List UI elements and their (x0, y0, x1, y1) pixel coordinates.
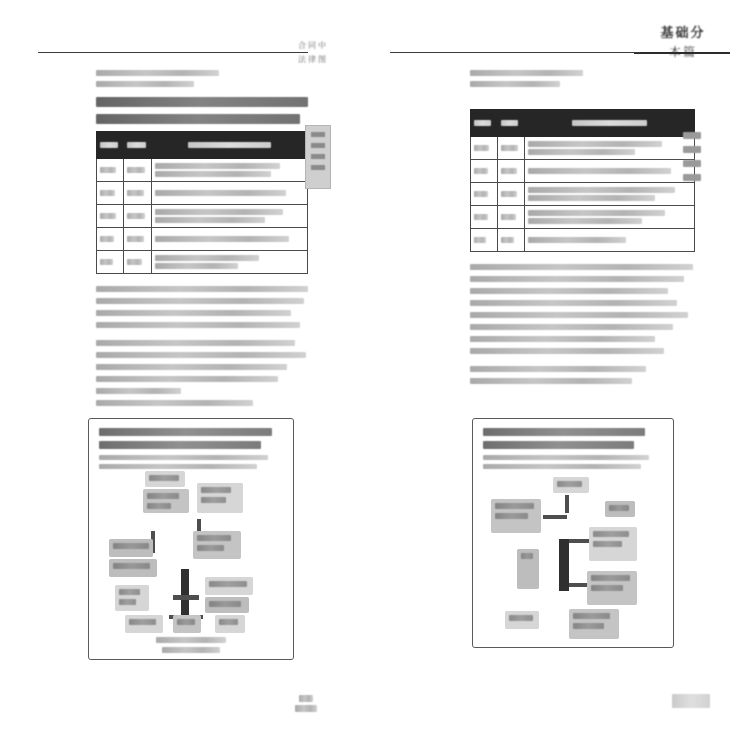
table-cell (524, 183, 694, 206)
table-row (97, 159, 308, 182)
table-header-row (471, 110, 695, 137)
table-col-header-3 (151, 132, 307, 159)
table-cell (124, 205, 151, 228)
diagram-node (197, 483, 243, 513)
table-cell (124, 182, 151, 205)
table-row (471, 160, 695, 183)
table-cell (497, 137, 524, 160)
table-cell (471, 137, 498, 160)
table-row (97, 251, 308, 274)
table-cell (97, 228, 124, 251)
right-source-note (470, 366, 695, 384)
diagram-node (505, 611, 539, 629)
column-rule-left (38, 52, 308, 53)
left-data-table (96, 131, 308, 274)
figure-connector (565, 495, 569, 513)
table-row (97, 205, 308, 228)
table-cell (124, 159, 151, 182)
diagram-node (587, 571, 637, 605)
table-cell (97, 182, 124, 205)
table-cell (524, 137, 694, 160)
table-cell (97, 205, 124, 228)
footer-left (288, 692, 324, 715)
table-cell (151, 205, 307, 228)
table-col-header-2 (124, 132, 151, 159)
left-figure-subtitle (99, 455, 283, 469)
right-body-paragraph (470, 264, 695, 354)
footer-right (672, 690, 716, 712)
diagram-node (173, 615, 201, 633)
right-data-table (470, 109, 695, 252)
left-body-paragraph-2 (96, 340, 308, 406)
diagram-node (205, 597, 249, 613)
left-figure-title (99, 428, 283, 449)
diagram-node (589, 527, 637, 561)
diagram-node (569, 609, 619, 639)
table-cell (471, 160, 498, 183)
diagram-node (193, 531, 241, 559)
right-figure-box (472, 418, 674, 648)
figure-connector (569, 583, 589, 587)
diagram-node (491, 499, 541, 533)
diagram-node (605, 501, 635, 517)
table-cell (524, 206, 694, 229)
right-column (470, 70, 695, 390)
table-cell (151, 251, 307, 274)
table-cell (124, 251, 151, 274)
table-cell (124, 228, 151, 251)
diagram-node (115, 585, 149, 611)
table-cell (471, 229, 498, 252)
column-rule-right (390, 52, 640, 53)
header-rule-right (634, 52, 730, 54)
figure-connector (543, 515, 567, 519)
table-cell (471, 183, 498, 206)
page-header-right (640, 22, 726, 60)
figure-connector (569, 539, 591, 543)
diagram-node (143, 489, 189, 513)
table-row (471, 229, 695, 252)
figure-connector (559, 539, 569, 591)
right-kicker (470, 70, 695, 87)
table-row (471, 137, 695, 160)
header-center-line2: 法律图 (298, 55, 328, 64)
diagram-node (145, 471, 185, 487)
table-col-header-2 (497, 110, 524, 137)
figure-connector (173, 595, 199, 600)
left-body-paragraph (96, 286, 308, 328)
diagram-node (553, 477, 589, 493)
table-cell (97, 159, 124, 182)
table-cell (497, 206, 524, 229)
right-figure-title (483, 428, 663, 449)
table-row (471, 183, 695, 206)
table-row (97, 182, 308, 205)
diagram-node (215, 615, 245, 633)
table-col-header-1 (471, 110, 498, 137)
table-col-header-1 (97, 132, 124, 159)
left-figure-box (88, 418, 294, 660)
right-figure-subtitle (483, 455, 663, 469)
table-cell (151, 159, 307, 182)
diagram-node (125, 615, 163, 633)
left-kicker (96, 70, 308, 87)
left-headline (96, 97, 308, 124)
table-cell (524, 229, 694, 252)
table-cell (524, 160, 694, 183)
diagram-node (109, 539, 153, 557)
header-title: 基础分 (660, 26, 706, 41)
table-cell (97, 251, 124, 274)
table-col-header-3 (524, 110, 694, 137)
left-column (96, 70, 308, 412)
table-cell (151, 228, 307, 251)
right-side-tab (681, 125, 703, 195)
diagram-node (517, 549, 539, 589)
table-header-row (97, 132, 308, 159)
diagram-node (109, 559, 157, 577)
table-cell (151, 182, 307, 205)
header-center-line1: 合同中 (298, 41, 328, 50)
left-side-tab (305, 125, 331, 189)
table-row (97, 228, 308, 251)
table-cell (497, 183, 524, 206)
diagram-node (205, 577, 253, 595)
table-row (471, 206, 695, 229)
table-cell (497, 160, 524, 183)
table-cell (471, 206, 498, 229)
table-cell (497, 229, 524, 252)
left-figure-caption (89, 637, 293, 657)
